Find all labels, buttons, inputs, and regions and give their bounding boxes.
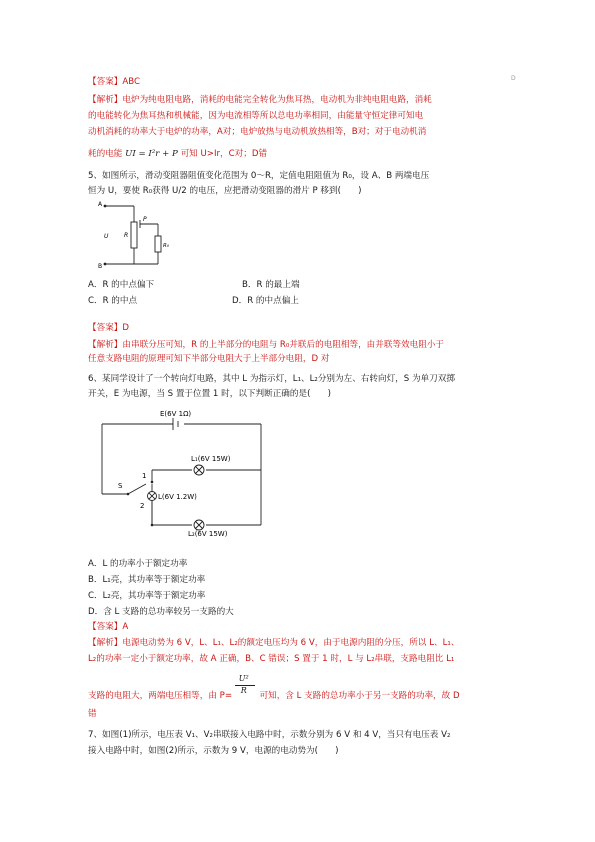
- q5-label-R: R: [124, 232, 129, 239]
- q6-label-L1: L₁(6V 15W): [191, 455, 231, 463]
- q4-analysis-line-1: 【解析】电炉为纯电阻电路，消耗的电能完全转化为焦耳热，电动机为非纯电阻电路，消耗: [88, 95, 432, 105]
- q6-answer: 【答案】A: [88, 622, 129, 632]
- q6-label-E: E(6V 1Ω): [160, 410, 192, 418]
- q5-label-B: B: [98, 263, 103, 270]
- q6-label-2: 2: [140, 502, 145, 510]
- q6-fraction: [235, 674, 257, 702]
- q6-analysis-line-1: 【解析】电源电动势为 6 V，L、L₁、L₂的额定电压均为 6 V，由于电源内阻的分压，所以 L、L₁、: [88, 638, 460, 648]
- page-corner-mark: D: [511, 75, 516, 82]
- q6-option-d: D．含 L 支路的总功率较另一支路的大: [88, 607, 234, 617]
- q5-label-U: U: [104, 233, 109, 240]
- q5-analysis-line-1: 【解析】由串联分压可知，R 的上半部分的电阻与 R₀并联后的电阻相等，由并联等效电阻小于: [88, 340, 445, 350]
- q6-analysis-line-2: L₂的功率一定小于额定功率，故 A 正确，B、C 错误；S 置于 1 时，L 与 L₂串联，支路电阻比 L₁: [88, 654, 455, 664]
- q4-analysis-pre: 耗的电能: [88, 149, 123, 159]
- q6-fraction-numerator: U²: [238, 674, 249, 683]
- q4-analysis-line-4: [88, 148, 267, 160]
- q7-stem-line-1: 7、如图(1)所示，电压表 V₁、V₂串联接入电路中时，示数分别为 6 V 和 4 V，当只有电压表 V₂: [88, 730, 451, 740]
- q5-option-d: D．R 的中点偏上: [232, 296, 299, 306]
- q6-fraction-denominator: R: [240, 686, 247, 695]
- q5-label-A: A: [98, 201, 103, 208]
- q5-answer: 【答案】D: [88, 323, 129, 333]
- q6-analysis-post: 可知，含 L 支路的总功率小于另一支路的功率，故 D: [259, 691, 460, 701]
- q4-answer: 【答案】ABC: [88, 77, 140, 87]
- q5-circuit-diagram: [96, 198, 196, 272]
- q6-stem-line-1: 6、某同学设计了一个转向灯电路，其中 L 为指示灯，L₁、L₂分别为左、右转向灯，S 为单刀双掷: [88, 374, 455, 384]
- q6-label-1: 1: [142, 472, 147, 480]
- q4-analysis-line-3: 动机消耗的功率大于电炉的功率，A对；电炉放热与电动机放热相等，B对；对于电动机消: [88, 127, 427, 137]
- q4-analysis-line-2: 的电能转化为焦耳热和机械能，因为电流相等所以总电功率相同，由能量守恒定律可知电: [88, 111, 424, 121]
- q6-option-b: B．L₁亮，其功率等于额定功率: [88, 575, 206, 585]
- q5-label-P: P: [143, 216, 147, 223]
- q7-stem-line-2: 接入电路中时，如图(2)所示，示数为 9 V，电源的电动势为( ): [88, 746, 339, 756]
- q6-label-S: S: [118, 482, 123, 490]
- q6-stem-line-2: 开关，E 为电源，当 S 置于位置 1 时，以下判断正确的是( ): [88, 389, 331, 399]
- q6-analysis-line-3: [88, 674, 460, 702]
- q6-label-L: L(6V 1.2W): [158, 493, 197, 501]
- q5-option-c: C．R 的中点: [88, 296, 138, 306]
- q6-analysis-line-4: 错: [88, 709, 97, 719]
- q6-analysis-pre: 支路的电阻大，两端电压相等，由 P=: [88, 691, 233, 701]
- q6-circuit-diagram: [96, 404, 266, 538]
- q6-option-a: A．L 的功率小于额定功率: [88, 559, 188, 569]
- q5-stem-line-2: 恒为 U，要使 R₀获得 U/2 的电压，应把滑动变阻器的滑片 P 移到( ): [88, 186, 362, 196]
- q6-option-c: C．L₂亮，其功率等于额定功率: [88, 591, 206, 601]
- q5-stem-line-1: 5、如图所示，滑动变阻器阻值变化范围为 0～R，定值电阻阻值为 R₀，设 A、B 两端电压: [88, 171, 430, 181]
- q5-label-R0: R₀: [163, 243, 170, 249]
- q4-analysis-post: 可知 U>Ir，C对；D错: [180, 149, 268, 159]
- q6-label-L2: L₂(6V 15W): [188, 530, 228, 538]
- q5-analysis-line-2: 任意支路电阻的原理可知下半部分电阻大于上半部分电阻，D 对: [88, 354, 330, 364]
- q5-option-a: A．R 的中点偏下: [88, 280, 155, 290]
- q5-option-b: B．R 的最上端: [242, 280, 300, 290]
- q4-formula: UI = I²r + P: [125, 149, 178, 159]
